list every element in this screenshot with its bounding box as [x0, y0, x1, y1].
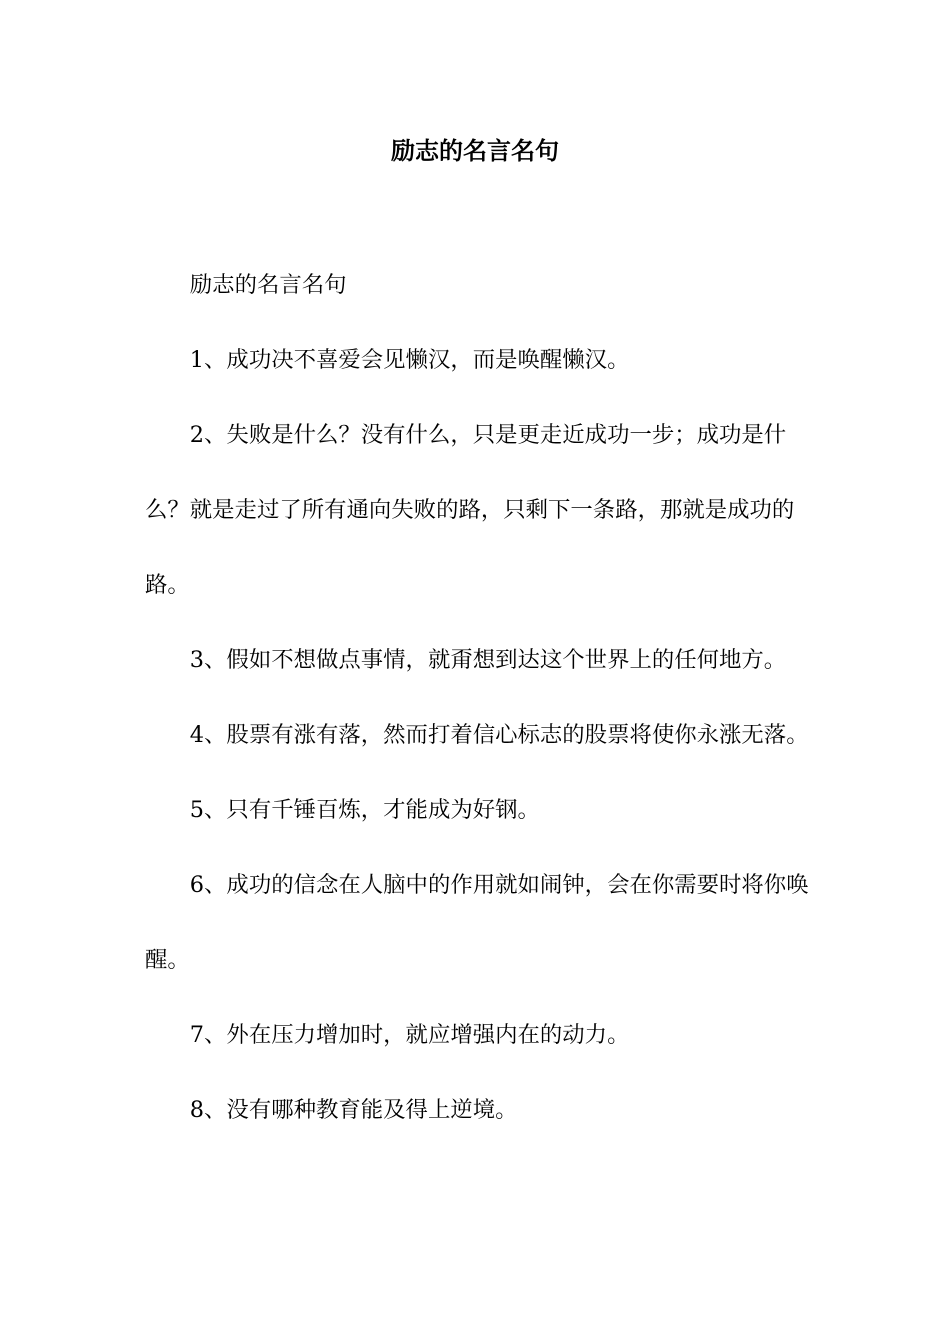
quote-paragraph-5: 5、只有千锤百炼，才能成为好钢。 [189, 797, 540, 823]
quote-paragraph-3: 3、假如不想做点事情，就甭想到达这个世界上的任何地方。 [189, 647, 787, 673]
quote-paragraph-1: 1、成功决不喜爱会见懒汉，而是唤醒懒汉。 [189, 347, 630, 373]
quote-paragraph-6: 6、成功的信念在人脑中的作用就如闹钟，会在你需要时将你唤醒。 [145, 872, 809, 973]
paragraph-subtitle: 励志的名言名句 [189, 272, 347, 298]
document-body [145, 248, 815, 1148]
quote-paragraph-8: 8、没有哪种教育能及得上逆境。 [189, 1097, 518, 1123]
quote-paragraph-2: 2、失败是什么？没有什么，只是更走近成功一步；成功是什么？就是走过了所有通向失败的路，只剩下一条路，那就是成功的路。 [145, 422, 795, 598]
quote-paragraph-7: 7、外在压力增加时，就应增强内在的动力。 [189, 1022, 630, 1048]
quote-paragraph-4: 4、股票有涨有落，然而打着信心标志的股票将使你永涨无落。 [189, 722, 809, 748]
document-title: 励志的名言名句 [391, 137, 559, 165]
